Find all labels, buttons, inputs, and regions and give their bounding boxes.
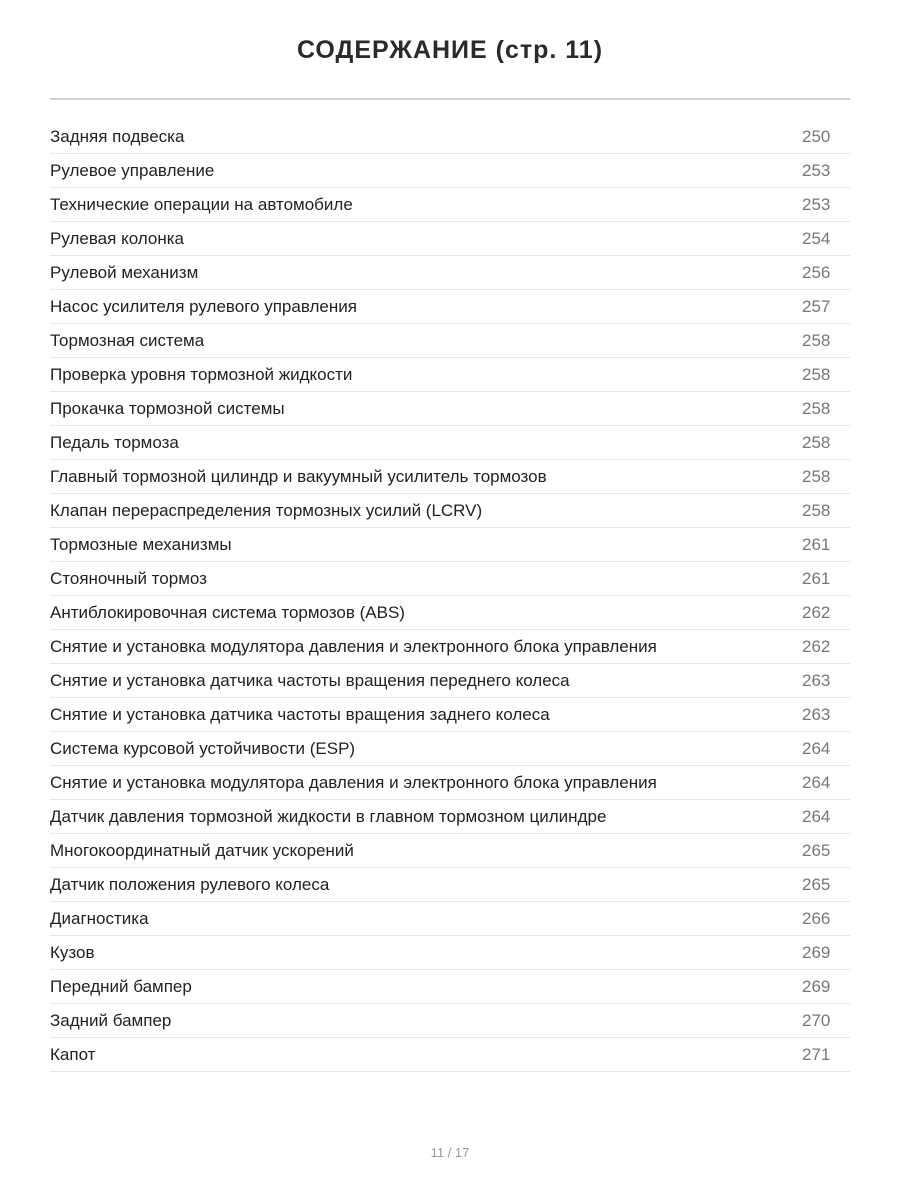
toc-entry-page-number: 266 <box>802 909 831 928</box>
toc-entry-page-number: 256 <box>802 263 831 282</box>
toc-entry-label: Тормозная система <box>50 331 205 350</box>
toc-entry-page-number: 258 <box>802 399 831 418</box>
toc-entry-page-number: 269 <box>802 977 831 996</box>
toc-entry-label: Система курсовой устойчивости (ESP) <box>50 739 356 758</box>
toc-entry-page-number: 269 <box>802 943 831 962</box>
toc-entry-page-number: 258 <box>802 433 831 452</box>
toc-entry-label: Передний бампер <box>50 977 192 996</box>
toc-entry[interactable] <box>50 800 850 834</box>
toc-entry[interactable] <box>50 1004 850 1038</box>
toc-entry-label: Задняя подвеска <box>50 127 185 146</box>
toc-entry-page-number: 265 <box>802 875 831 894</box>
toc-entry-label: Датчик положения рулевого колеса <box>50 875 330 894</box>
toc-entry[interactable] <box>50 256 850 290</box>
toc-entry-page-number: 261 <box>802 535 831 554</box>
toc-entry-page-number: 258 <box>802 331 831 350</box>
page-title: СОДЕРЖАНИЕ (стр. 11) <box>296 36 604 64</box>
toc-entry[interactable] <box>50 358 850 392</box>
toc-entry[interactable] <box>50 188 850 222</box>
toc-entry[interactable] <box>50 936 850 970</box>
toc-entry[interactable] <box>50 630 850 664</box>
toc-entry-label: Снятие и установка модулятора давления и электронного блока управления <box>50 637 657 656</box>
page-counter: 11 / 17 <box>430 1145 470 1160</box>
toc-entry[interactable] <box>50 664 850 698</box>
toc-entry-page-number: 262 <box>802 603 831 622</box>
toc-entry[interactable] <box>50 426 850 460</box>
toc-entry-page-number: 262 <box>802 637 831 656</box>
toc-entry[interactable] <box>50 392 850 426</box>
toc-entry-label: Антиблокировочная система тормозов (ABS) <box>50 603 405 622</box>
toc-entry[interactable] <box>50 970 850 1004</box>
toc-entry-page-number: 265 <box>802 841 831 860</box>
toc-entry-page-number: 253 <box>802 161 831 180</box>
toc-entry-page-number: 261 <box>802 569 831 588</box>
toc-entry-label: Прокачка тормозной системы <box>50 399 285 418</box>
toc-entry[interactable] <box>50 766 850 800</box>
toc-entry-label: Главный тормозной цилиндр и вакуумный усилитель тормозов <box>50 467 547 486</box>
toc-entry-label: Снятие и установка модулятора давления и электронного блока управления <box>50 773 657 792</box>
toc-entry-label: Педаль тормоза <box>50 433 179 452</box>
toc-entry[interactable] <box>50 1038 850 1072</box>
toc-entry-label: Стояночный тормоз <box>50 569 207 588</box>
toc-entry-page-number: 258 <box>802 501 831 520</box>
toc-entry[interactable] <box>50 834 850 868</box>
toc-entry-page-number: 264 <box>802 773 831 792</box>
toc-entry-page-number: 253 <box>802 195 831 214</box>
title-divider <box>50 98 850 100</box>
toc-entry-label: Датчик давления тормозной жидкости в главном тормозном цилиндре <box>50 807 607 826</box>
toc-entry-label: Диагностика <box>50 909 149 928</box>
toc-entry[interactable] <box>50 154 850 188</box>
toc-entry-page-number: 264 <box>802 739 831 758</box>
toc-entry[interactable] <box>50 596 850 630</box>
toc-entry-page-number: 264 <box>802 807 831 826</box>
toc-entry-page-number: 257 <box>802 297 831 316</box>
toc-entry-label: Кузов <box>50 943 95 962</box>
toc-entry-page-number: 250 <box>802 127 831 146</box>
toc-entry-label: Рулевой механизм <box>50 263 199 282</box>
toc-entry-page-number: 258 <box>802 467 831 486</box>
toc-entry-label: Насос усилителя рулевого управления <box>50 297 357 316</box>
toc-entry-label: Проверка уровня тормозной жидкости <box>50 365 353 384</box>
toc-entry-label: Тормозные механизмы <box>50 535 232 554</box>
toc-entry-page-number: 254 <box>802 229 831 248</box>
toc-entry[interactable] <box>50 868 850 902</box>
toc-entry[interactable] <box>50 732 850 766</box>
toc-entry-page-number: 263 <box>802 705 831 724</box>
toc-entry-label: Клапан перераспределения тормозных усилий (LCRV) <box>50 501 483 520</box>
toc-entry-label: Рулевое управление <box>50 161 215 180</box>
toc-entry-label: Снятие и установка датчика частоты вращения переднего колеса <box>50 671 570 690</box>
toc-entry[interactable] <box>50 120 850 154</box>
toc-entry-label: Снятие и установка датчика частоты вращения заднего колеса <box>50 705 550 724</box>
toc-entry-label: Рулевая колонка <box>50 229 184 248</box>
toc-entry-page-number: 263 <box>802 671 831 690</box>
toc-entry[interactable] <box>50 222 850 256</box>
toc-entry-page-number: 270 <box>802 1011 831 1030</box>
toc-entry[interactable] <box>50 494 850 528</box>
toc-entry-page-number: 271 <box>802 1045 831 1064</box>
toc-entry-label: Задний бампер <box>50 1011 172 1030</box>
toc-entry-label: Многокоординатный датчик ускорений <box>50 841 354 860</box>
toc-entry[interactable] <box>50 902 850 936</box>
toc-entry-label: Технические операции на автомобиле <box>50 195 353 214</box>
toc-entry[interactable] <box>50 460 850 494</box>
toc-entry[interactable] <box>50 324 850 358</box>
toc-entry[interactable] <box>50 562 850 596</box>
toc-list <box>50 120 850 1072</box>
toc-entry-page-number: 258 <box>802 365 831 384</box>
toc-entry[interactable] <box>50 528 850 562</box>
toc-entry[interactable] <box>50 290 850 324</box>
toc-entry[interactable] <box>50 698 850 732</box>
toc-entry-label: Капот <box>50 1045 96 1064</box>
